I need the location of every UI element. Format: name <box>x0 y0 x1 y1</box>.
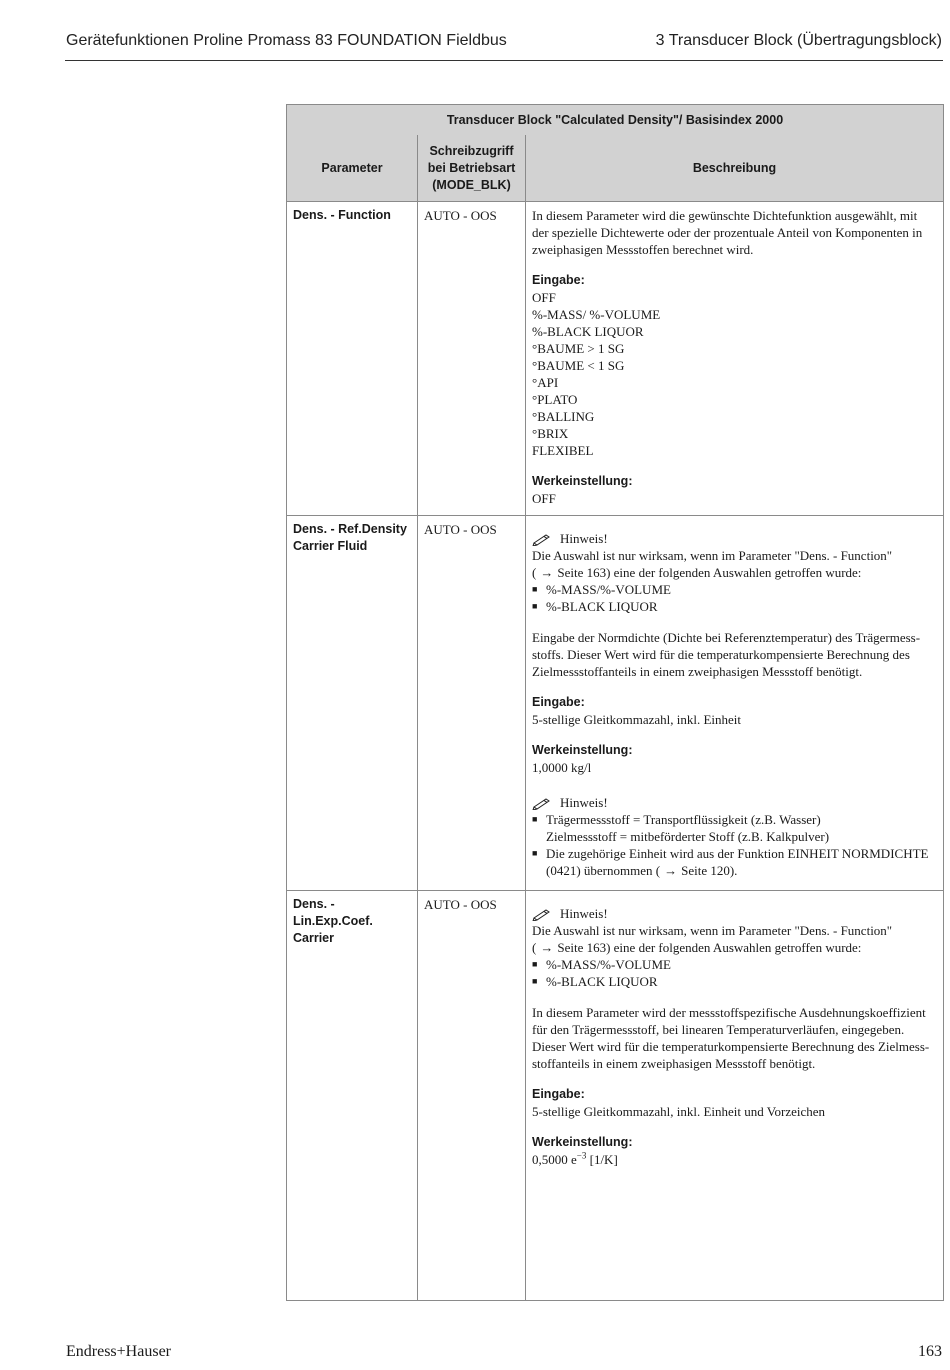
note-block <box>532 905 937 990</box>
header-section: 3 Transducer Block (Übertragungsblock) <box>655 32 942 49</box>
option-item: OFF <box>532 290 556 305</box>
note-block <box>532 530 937 615</box>
option-item: °API <box>532 375 559 390</box>
column-header-mode-l3: (MODE_BLK) <box>432 177 511 192</box>
pencil-note-icon <box>532 532 552 546</box>
column-header-mode-l2: bei Betriebsart <box>427 160 516 175</box>
param-name-line: Carrier Fluid <box>293 539 368 553</box>
description-text: In diesem Parameter wird der messstoffspezifische Ausdehnungskoeffizient für den Trägermessstoff, bei linearen Temperaturverläufen, eingegeben. Dieser Wert wird für die temperaturkompensierte Berechnung des Zielmess-stoffanteils in einem zweiphasigen Messstoff benötigt. <box>532 1005 930 1071</box>
param-name-line: Carrier <box>293 931 334 945</box>
option-item: %-MASS/ %-VOLUME <box>532 307 661 322</box>
list-item: ■ %-MASS/%-VOLUME <box>532 582 671 597</box>
option-item: °BAUME < 1 SG <box>532 358 625 373</box>
input-label: Eingabe: <box>532 273 585 287</box>
pencil-note-icon <box>532 796 552 810</box>
default-label: Werkeinstellung: <box>532 743 633 757</box>
page-number: 163 <box>918 1343 942 1360</box>
description-cell <box>526 516 944 891</box>
list-item: ■ Die zugehörige Einheit wird aus der Funktion EINHEIT NORMDICHTE (0421) übernommen ( → Seite 120). <box>532 846 929 878</box>
default-value: OFF <box>532 491 556 506</box>
column-header-mode-l1: Schreibzugriff <box>429 143 514 158</box>
note-label: Hinweis! <box>560 531 608 546</box>
input-value: 5-stellige Gleitkommazahl, inkl. Einheit <box>532 712 742 727</box>
default-label: Werkeinstellung: <box>532 474 633 488</box>
table-row <box>287 516 944 891</box>
option-item: °BRIX <box>532 426 569 441</box>
transducer-block-table <box>286 104 944 1301</box>
write-access-mode: AUTO - OOS <box>418 516 526 891</box>
column-header-mode <box>418 135 526 202</box>
note-label: Hinweis! <box>560 795 608 810</box>
param-name-line: Lin.Exp.Coef. <box>293 914 373 928</box>
option-item: °PLATO <box>532 392 578 407</box>
note-text-ref: ( → Seite 163) eine der folgenden Auswahlen getroffen wurde: <box>532 940 862 955</box>
table-row <box>287 891 944 1301</box>
note-text-ref: ( → Seite 163) eine der folgenden Auswahlen getroffen wurde: <box>532 565 862 580</box>
list-item: ■ %-BLACK LIQUOR <box>532 599 658 614</box>
arrow-right-icon: → <box>540 940 554 955</box>
table-title: Transducer Block "Calculated Density"/ Basisindex 2000 <box>287 105 944 136</box>
table-row <box>287 202 944 516</box>
param-name <box>287 516 418 891</box>
note-label: Hinweis! <box>560 906 608 921</box>
option-item: %-BLACK LIQUOR <box>532 324 644 339</box>
description-cell <box>526 891 944 1301</box>
input-label: Eingabe: <box>532 1087 585 1101</box>
default-value: 1,0000 kg/l <box>532 760 592 775</box>
column-header-description: Beschreibung <box>526 135 944 202</box>
list-item: ■ %-MASS/%-VOLUME <box>532 957 671 972</box>
write-access-mode: AUTO - OOS <box>418 891 526 1301</box>
description-cell <box>526 202 944 516</box>
option-item: °BAUME > 1 SG <box>532 341 625 356</box>
default-label: Werkeinstellung: <box>532 1135 633 1149</box>
bullet-square-icon: ■ <box>532 959 538 969</box>
column-header-parameter: Parameter <box>287 135 418 202</box>
arrow-right-icon: → <box>664 863 678 878</box>
description-text: Eingabe der Normdichte (Dichte bei Referenztemperatur) des Trägermess-stoffs. Dieser Wert wird für die temperaturkompensierte Berechnung des Zielmessstoffanteils in einem zweiphasigen Messstoff benötigt. <box>532 630 921 679</box>
note-text: Die Auswahl ist nur wirksam, wenn im Parameter "Dens. - Function" <box>532 923 893 938</box>
write-access-mode: AUTO - OOS <box>418 202 526 516</box>
pencil-note-icon <box>532 907 552 921</box>
list-item: ■ Trägermessstoff = Transportflüssigkeit (z.B. Wasser) Zielmessstoff = mitbeförderter Stoff (z.B. Kalkpulver) <box>532 812 830 844</box>
param-name: Dens. - Function <box>287 202 418 516</box>
header-rule <box>65 60 943 61</box>
footer-brand: Endress+Hauser <box>66 1343 171 1360</box>
bullet-square-icon: ■ <box>532 848 538 858</box>
arrow-right-icon: → <box>540 565 554 580</box>
bullet-square-icon: ■ <box>532 814 538 824</box>
list-item: ■ %-BLACK LIQUOR <box>532 974 658 989</box>
bullet-square-icon: ■ <box>532 601 538 611</box>
option-item: °BALLING <box>532 409 595 424</box>
default-value: 0,5000 $e^{-3}$ [1/K] <box>532 1150 618 1167</box>
option-item: FLEXIBEL <box>532 443 594 458</box>
header-title: Gerätefunktionen Proline Promass 83 FOUNDATION Fieldbus <box>66 32 507 49</box>
input-label: Eingabe: <box>532 695 585 709</box>
param-name-line: Dens. - Ref.Density <box>293 522 407 536</box>
bullet-square-icon: ■ <box>532 976 538 986</box>
param-name-line: Dens. - <box>293 897 335 911</box>
description-text: In diesem Parameter wird die gewünschte Dichtefunktion ausgewählt, mit der spezielle Dichtewerte oder der prozentuale Anteil von Komponenten in zweiphasigen Messstoffen berechnet wird. <box>532 208 923 257</box>
note-text: Die Auswahl ist nur wirksam, wenn im Parameter "Dens. - Function" <box>532 548 893 563</box>
bullet-square-icon: ■ <box>532 584 538 594</box>
note-block <box>532 794 937 879</box>
input-value: 5-stellige Gleitkommazahl, inkl. Einheit und Vorzeichen <box>532 1104 826 1119</box>
param-name <box>287 891 418 1301</box>
